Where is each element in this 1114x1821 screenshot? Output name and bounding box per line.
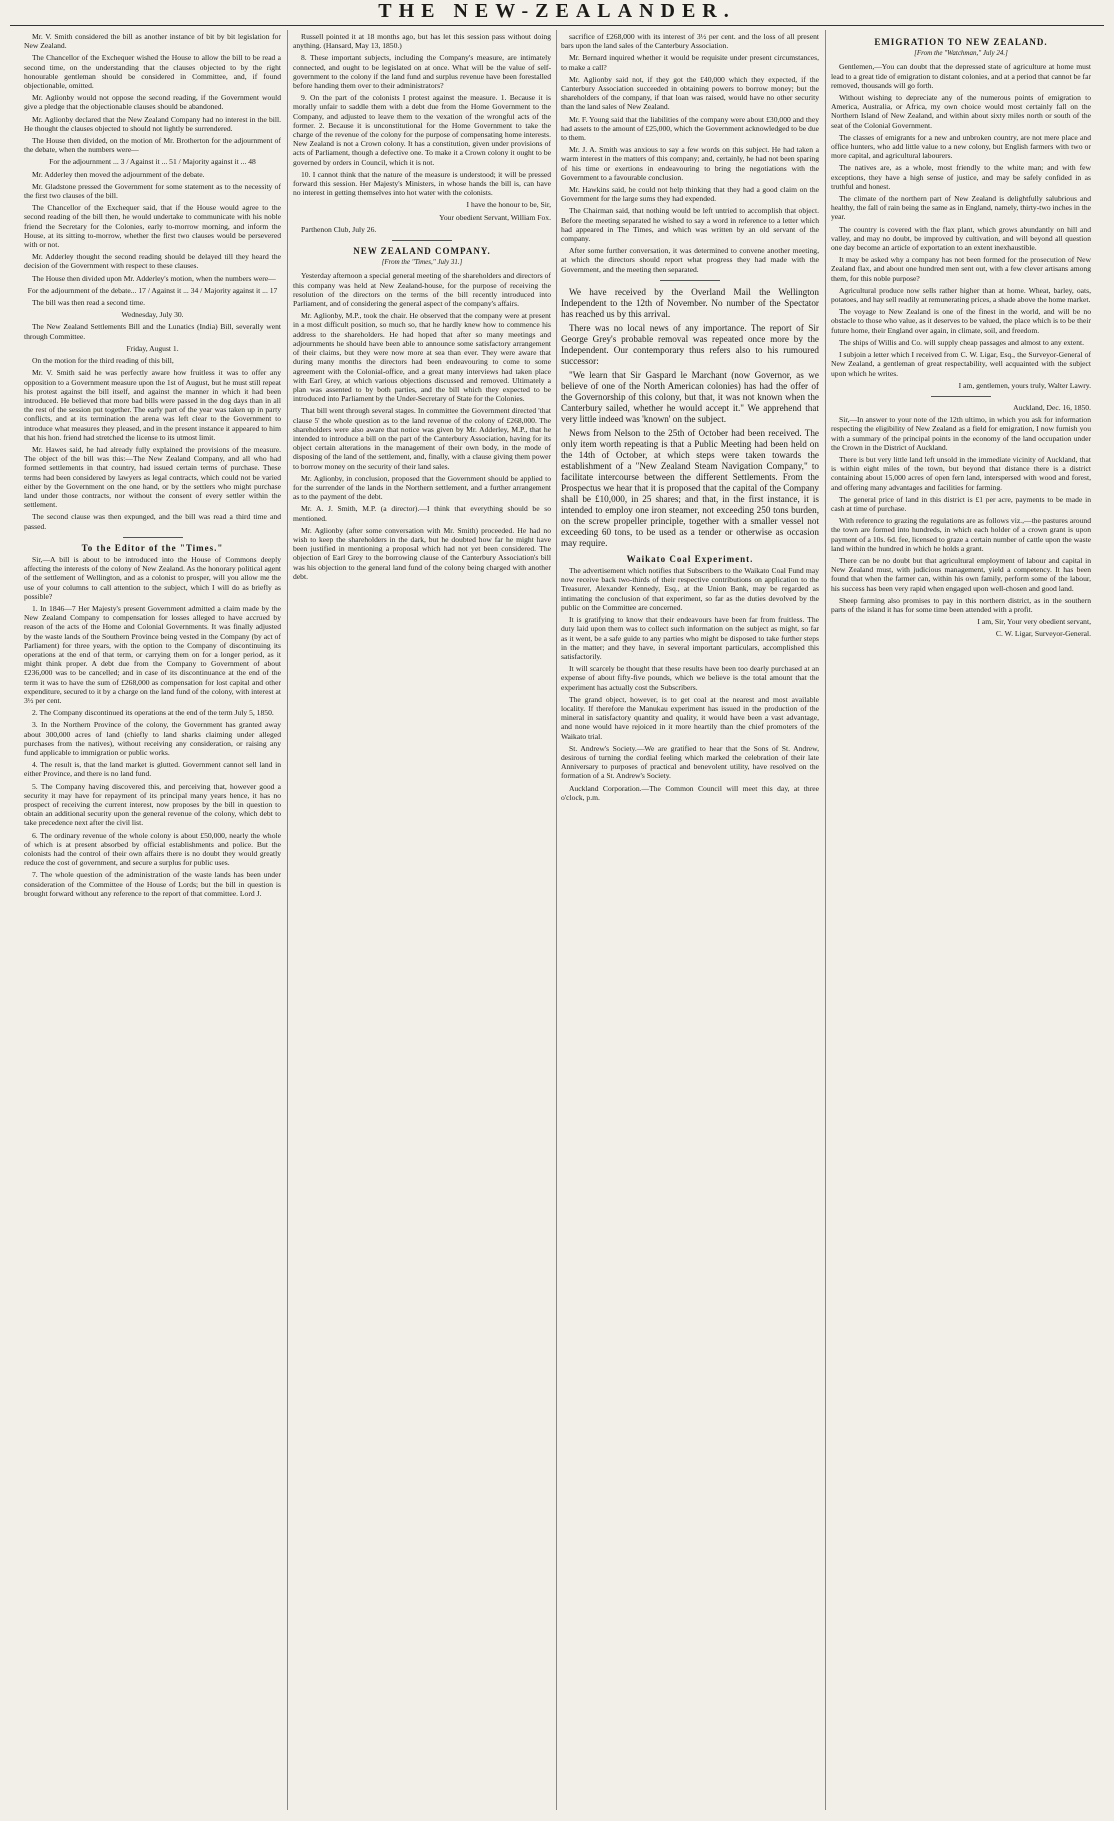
paragraph: I subjoin a letter which I received from C. W. Ligar, Esq., the Surveyor-General of New Zealand, a gentleman of great respectability, well acquainted with the subject upon which he writes. [831,350,1091,378]
letter-signature: C. W. Ligar, Surveyor-General. [995,629,1091,639]
paragraph: It will scarcely be thought that these results have been too dearly purchased at an expense of about fifty-five pounds, which we believe is the total amount that the experiment has actually cost the Subscribers. [561,664,819,692]
paragraph: The New Zealand Settlements Bill and the Lunatics (India) Bill, severally went through Committee. [24,322,281,341]
paragraph: 10. I cannot think that the nature of the measure is understood; it will be pressed forward this session. Her Majesty's Ministers, in whose hands the bill is, can have no interest in getting themselves into hot water with the colonists. [293,169,551,198]
paragraph: We have received by the Overland Mail the Wellington Independent to the 12th of November. No number of the Spectator has reached us by this arrival. [561,286,819,319]
paragraph: Mr. Aglionby declared that the New Zealand Company had no interest in the bill. He thought the clauses objected to should not lightly be surrendered. [24,114,281,133]
paragraph: Without wishing to depreciate any of the numerous points of emigration to America, Australia, or Africa, my own choice would most certainly fall on the Northern Island of New Zealand, and within about sixty miles north or south of the seat of the Colonial Government. [831,93,1091,130]
paragraph: Mr. Aglionby (after some conversation with Mr. Smith) proceeded. He had no wish to keep the shareholders in the dark, but he doubted how far he might have been justified in mentioning a proposal which had not yet been considered. The objection of Earl Grey to the borrowing clause of the Canterbury Association's bill was his objection to the general land fund of the colony being charged with another debt. [293,525,551,581]
division-result: For the adjournment ... 3 / Against it ... 51 / Majority against it ... 48 [49,157,256,167]
section-rule [660,280,720,281]
paragraph: The voyage to New Zealand is one of the finest in the world, and will be no obstacle to those who value, as it deserves to be valued, the place which is to be their future home, their England over again, in climate, soil, and freedom. [831,307,1091,335]
paragraph: Sir,—A bill is about to be introduced into the House of Commons deeply affecting the interests of the colony of New Zealand. As the honorary political agent of the settlement of Wellington, and as a colonist to prosper, will you allow me the use of your columns to call attention to the subject, which I will do as briefly as possible? [24,554,281,601]
column-3 [561,32,819,1812]
paragraph: 6. The ordinary revenue of the whole colony is about £50,000, nearly the whole of which is at present absorbed by official establishments and police. But the colonists had the control of their own affairs there is no doubt they would greatly reduce the cost of government, and secure a surplus for public uses. [24,830,281,868]
paragraph: Mr. Aglionby, M.P., took the chair. He observed that the company were at present in a most difficult position, so much so, that he hardly knew how to commence his address to the shareholders. He had hoped that after so many meetings and adjournments he should have been able to announce some satisfactory arrangement of their claims, but they were now more at sea than ever. They were aware that during many months the directors had been endeavouring to come to some agreement with the Colonial-office, and a great many interviews had taken place with Earl Grey, at which various objections discussed and removed. Ultimately a plan was assented to by both parties, and the bill which they expected to be introduced into Parliament by the Under-Secretary of State for the Colonies. [293,311,551,404]
paragraph: Mr. Hawes said, he had already fully explained the provisions of the measure. The object of the bill was this:—The New Zealand Company, and all who had formed settlements in that country, had issued certain terms of purchase. These terms had been considered by lawyers as legal contracts, which could not be varied either by the Government on the one hand, or by the settlers who might purchase land under those contracts, nor without the consent of every settler within the settlement. [24,444,281,510]
paragraph: Russell pointed it at 18 months ago, but has let this session pass without doing anything. (Hansard, May 13, 1850.) [293,32,551,51]
paragraph: Gentlemen,—You can doubt that the depressed state of agriculture at home must lead to a great tide of emigration to distant colonies, and at a period that cannot be far removed, thousands will go forth. [831,62,1091,90]
paragraph: There is but very little land left unsold in the immediate vicinity of Auckland, that is within eight miles of the town, but beyond that distance there is a district containing about 15,000 acres of open fern land, interspersed with wood and forest, and offering many advantages and facilities for farming. [831,454,1091,492]
paragraph: The grand object, however, is to get coal at the nearest and most available locality. If therefore the Manukau experiment has issued in the production of the mineral in satisfactory quantity and quality, it would have been a vast advantage, and none would have rejoiced in it more heartily than the chief promoters of the Waikato trial. [561,694,819,741]
section-heading: Waikato Coal Experiment. [626,553,754,564]
paragraph: Agricultural produce now sells rather higher than at home. Wheat, barley, oats, potatoes, and hay sell readily at remunerating prices, a shade above the home market. [831,285,1091,305]
paragraph: 4. The result is, that the land market is glutted. Government cannot sell land in either Province, and there is no land fund. [24,760,281,779]
paragraph: Mr. A. J. Smith, M.P. (a director).—I think that everything should be so mentioned. [293,504,551,523]
paragraph: The climate of the northern part of New Zealand is delightfully salubrious and healthy, the fall of rain being the same as in England, namely, thirty-two inches in the year. [831,194,1091,222]
paragraph: Mr. Aglionby would not oppose the second reading, if the Government would give a pledge that the objectionable clauses should be abandoned. [24,93,281,112]
date-heading: Friday, August 1. [126,343,179,353]
paragraph: The ships of Willis and Co. will supply cheap passages and almost to any extent. [839,337,1085,347]
section-heading: NEW ZEALAND COMPANY. [353,246,491,257]
masthead: THE NEW-ZEALANDER. [378,0,736,22]
letter-closing: I am, Sir, Your very obedient servant, [977,617,1091,627]
paragraph: 8. These important subjects, including the Company's measure, are intimately connected, and ought to be legislated on at once. What will be the value of self-government to the colony if the land fund and surplus revenue have been forestalled before handing them over to their administrators? [293,53,551,91]
paragraph: Mr. V. Smith said he was perfectly aware how fruitless it was to offer any opposition to a Government measure upon the 1st of August, but he must still repeat his protest against the bill itself, and against the manner in which it had been introduced. He believed that more bad bills were passed in the dog days than in all the rest of the session put together. The early part of the year was taken up in party conflicts, and at its termination the arena was left clear to the Government to introduce what measures they pleased, and in the present instance it appeared to him that his hon. friend had stretched the license to its utmost limit. [24,368,281,442]
letter-dateline: Auckland, Dec. 16, 1850. [1013,402,1091,412]
column-divider [287,30,288,1810]
paragraph: The advertisement which notifies that Subscribers to the Waikato Coal Fund may now receive back two-thirds of their respective contributions on application to the Treasurer, Alexander Kennedy, Esq., at the Union Bank, may be regarded as intimating the conclusion of that experiment, so far as the duties devolved by the public on the Committee are concerned. [561,566,819,612]
paragraph: The House then divided, on the motion of Mr. Brotherton for the adjournment of the debate, when the numbers were— [24,136,281,155]
section-source: [From the "Watchman," July 24.] [914,49,1008,58]
paragraph: sacrifice of £268,000 with its interest of 3½ per cent. and the loss of all present bars upon the land sales of the Canterbury Association. [561,32,819,51]
paragraph: The Chairman said, that nothing would be left untried to accomplish that object. Before the meeting separated he wished to say a word in reference to a letter which had appeared in The Times, and which was written by an old servant of the company. [561,206,819,244]
paragraph: The natives are, as a whole, most friendly to the white man; and with few exceptions, they have a high sense of justice, and may be safely confided in as truthful and honest. [831,163,1091,191]
paragraph: Mr. Adderley then moved the adjournment of the debate. [32,169,205,179]
paragraph: 2. The Company discontinued its operations at the end of the term July 5, 1850. [32,708,274,718]
paragraph: Mr. Aglionby said not, if they got the £40,000 which they expected, if the Canterbury Association succeeded in obtaining powers to borrow money; but the shareholders of the company, if that loan was raised, would have no other security than the land sales of New Zealand. [561,74,819,112]
section-source: [From the "Times," July 31.] [381,258,463,267]
paragraph: It is gratifying to know that their endeavours have been far from fruitless. The duty laid upon them was to collect such information on the subject as might, so far as it went, be a safe guide to any parties who might be disposed to take further steps in the matter; and they have, in several important particulars, accomplished this satisfactorily. [561,615,819,661]
section-rule [392,240,452,241]
paragraph: 7. The whole question of the administration of the waste lands has been under consideration of the Committee of the House of Lords; but the bill in question is brought forward without any reference to the report of that committee. Lord J. [24,870,281,898]
paragraph: The Chancellor of the Exchequer said, that if the House would agree to the second reading of the bill then, he would undertake to communicate with his noble friend the Secretary for the Colonies, early to-morrow morning, and inform the House, at its sitting to-morrow, whether the first two clauses would be persevered with or not. [24,203,281,250]
section-rule [123,537,183,538]
paragraph: Mr. Adderley thought the second reading should be delayed till they heard the decision of the Government with respect to these clauses. [24,252,281,271]
paragraph: The Chancellor of the Exchequer wished the House to allow the bill to be read a second time, on the understanding that the clauses objected to by the right honourable gentleman should be considered in Committee, and, if found objectionable, omitted. [24,53,281,91]
paragraph: The classes of emigrants for a new and unbroken country, are not mere place and office hunters, who add little value to a new colony, but English farmers with two or more capital, and agricultural labourers. [831,132,1091,161]
paragraph: 3. In the Northern Province of the colony, the Government has granted away about 300,000 acres of land (chiefly to land sharks claiming under alleged purchases from the natives), without receiving any consideration, or raising any fund applicable to immigration or public works. [24,720,281,758]
paragraph: 1. In 1846—7 Her Majesty's present Government admitted a claim made by the New Zealand Company to compensation for losses alleged to have accrued by reason of the acts of the Home and Colonial Governments. It was finally adjusted by the waste lands of the Southern Province being vested in the Company (by act of Parliament) for three years, with the option to the Company of discontinuing its operations at the end of that term, or carrying them on for a longer period, as it might think proper. A debt due from the Company to Government of about £236,000 was to be cancelled; and in case of its discontinuance at the end of the term it was to have the sum of £268,000 as compensation for lost capital and other expenditure, secured to it by a charge on the land fund of the colony, with interest at 3½ per cent. [24,603,281,705]
paragraph: "We learn that Sir Gaspard le Marchant (now Governor, as we believe of one of the North American colonies) has had the offer of the Governorship of this colony, but that, it was not known when the Canterbury sailed, whether he would accept it." We apprehend that very little indeed was 'known' on the subject. [561,369,819,424]
paragraph: The bill was then read a second time. [32,298,146,308]
paragraph: Sir,—In answer to your note of the 12th ultimo, in which you ask for information respecting the eligibility of New Zealand as a field for emigration, I now furnish you with a summary of the principal points in the economy of the land occupation under the Crown in the District of Auckland. [831,415,1091,452]
division-result: For the adjournment of the debate... 17 / Against it ... 34 / Majority against it ... 17 [27,285,278,295]
paragraph: Mr. J. A. Smith was anxious to say a few words on this subject. He had taken a warm interest in the matters of this company; and, certainly, he had not been sparing of his time or exertions in endeavouring to bring the negotiations with the Government to a favourable conclusion. [561,145,819,182]
column-divider [556,30,557,1810]
paragraph: The country is covered with the flax plant, which grows abundantly on hill and valley, and may no doubt, be improved by cultivation, and will beyond all question one day become an article of exportation to an extent inexhaustible. [831,224,1091,253]
paragraph: The general price of land in this district is £1 per acre, payments to be made in cash at time of purchase. [831,494,1091,513]
letter-signature: I am, gentlemen, yours truly, Walter Lawry. [958,380,1091,390]
paragraph: St. Andrew's Society.—We are gratified to hear that the Sons of St. Andrew, desirous of turning the cordial feeling which marked the celebration of their late Anniversary to purposes of practical and benevolent utility, have resolved on the formation of a St. Andrew's Society. [561,743,819,781]
paragraph: 5. The Company having discovered this, and perceiving that, however good a security it may have for repayment of its principal many years hence, it has no prospect of receiving the current interest, now proposes by the bill in question to obtain an additional security upon the general revenue of the colony, which debt to take precedence next after the civil list. [24,781,281,828]
masthead-rule [10,25,1104,26]
paragraph: After some further conversation, it was determined to convene another meeting, at which the directors should report what progress they had made with the Government, and the meeting then separated. [561,246,819,274]
paragraph: Mr. Gladstone pressed the Government for some statement as to the necessity of the first two clauses of the bill. [24,181,281,201]
paragraph: Mr. Aglionby, in conclusion, proposed that the Government should be applied to for the surrender of the lands in the Northern settlement, and a further arrangement as to the payment of the debt. [293,473,551,502]
paragraph: On the motion for the third reading of this bill, [32,356,174,366]
letter-place: Parthenon Club, July 26. [301,224,377,234]
paragraph: There was no local news of any importance. The report of Sir George Grey's probable removal was repeated once more by the Independent. Our contemporary thus refers also to his rumoured successor: [561,322,819,366]
paragraph: That bill went through several stages. In committee the Government directed 'that clause 5' the whole question as to the land revenue of the colony of £268,000. The shareholders were also aware that notice was given by Mr. Adderley, M.P., that he intended to introduce a bill on the part of the Canterbury Association, having for its object certain alterations in the management of their own body, in the mode of disposing of the land of the settlement, and, finally, with a clause giving them power to borrow money on the security of their land sales. [293,406,551,471]
column-2 [293,32,551,1812]
section-rule [931,396,991,397]
paragraph: It may be asked why a company has not been formed for the prosecution of New Zealand flax, and about one hundred men sent out, with a few clever artisans among them, for this noble purpose? [831,255,1091,283]
column-divider [825,30,826,1810]
paragraph: With reference to grazing the regulations are as follows viz.,—the pastures around the town are formed into hundreds, in which each holder of a crown grant is upon payment of a 10s. 6d. fee, licensed to graze a certain number of cattle upon the waste land within the hundred in which he holds a grant. [831,516,1091,553]
letter-closing: I have the honour to be, Sir, [466,200,551,210]
paragraph: Mr. Hawkins said, he could not help thinking that they had a good claim on the Government for the large sums they had expended. [561,185,819,204]
paragraph: Sheep farming also promises to pay in this northern district, as in the southern parts of the island it has for some time been attended with a profit. [831,595,1091,614]
paragraph: Mr. F. Young said that the liabilities of the company were about £30,000 and they had assets to the amount of £25,000, which the Government acknowledged to be due to them. [561,114,819,143]
paragraph: Yesterday afternoon a special general meeting of the shareholders and directors of this company was held at New Zealand-house, for the purpose of receiving the resolution of the directors on the terms of the bill recently introduced into Parliament, and of considering the general aspect of the company's affairs. [293,271,551,309]
section-heading: EMIGRATION TO NEW ZEALAND. [874,37,1048,47]
letter-signature: Your obedient Servant, William Fox. [439,212,551,222]
paragraph: The House then divided upon Mr. Adderley's motion, when the numbers were— [32,273,276,283]
date-heading: Wednesday, July 30. [121,310,184,320]
paragraph: There can be no doubt but that agricultural employment of labour and capital in New Zealand must, with judicious management, yield a competency. It has been found that when the farmer can, within his own family, perform some of the labour, his success has been very rapid when engaged upon well-chosen and good land. [831,555,1091,593]
paragraph: 9. On the part of the colonists I protest against the measure. 1. Because it is morally unfair to saddle them with a debt due from the Home Government to the Company, and adjusted to leave them to the vexation of the wrongful acts of the former. 2. Because it is unconstitutional for the Home Government to take the charge of the revenue of the colony for the purpose of compensating home interests. New Zealand is not a Crown colony. It has a constitution, given under provisions of acts of Parliament, though a defective one. To make it a Crown colony it ought to be governed by orders in Council, which it is not. [293,93,551,167]
section-heading: To the Editor of the "Times." [81,542,224,553]
paragraph: News from Nelson to the 25th of October had been received. The only item worth repeating is that a Public Meeting had been held on the 14th of October, at which steps were taken towards the establishment of a "New Zealand Steam Navigation Company," to facilitate intercourse between the different Settlements. From the Prospectus we hear that it is proposed that the capital of the Company shall be £10,000, in 25 shares; and that, in the first instance, it is intended to employ one iron steamer, not exceeding 250 tons burden, on the screw propeller principle, together with a smaller vessel not exceeding 60 tons, to be used as a tender or otherwise as occasion may require. [561,427,819,548]
paragraph: Auckland Corporation.—The Common Council will meet this day, at three o'clock, p.m. [561,783,819,802]
column-1 [24,32,281,1812]
column-4 [831,32,1091,1812]
paragraph: The second clause was then expunged, and the bill was read a third time and passed. [24,512,281,531]
paragraph: Mr. V. Smith considered the bill as another instance of bit by bit legislation for New Zealand. [24,32,281,51]
paragraph: Mr. Bernard inquired whether it would be requisite under present circumstances, to make a call? [561,53,819,72]
